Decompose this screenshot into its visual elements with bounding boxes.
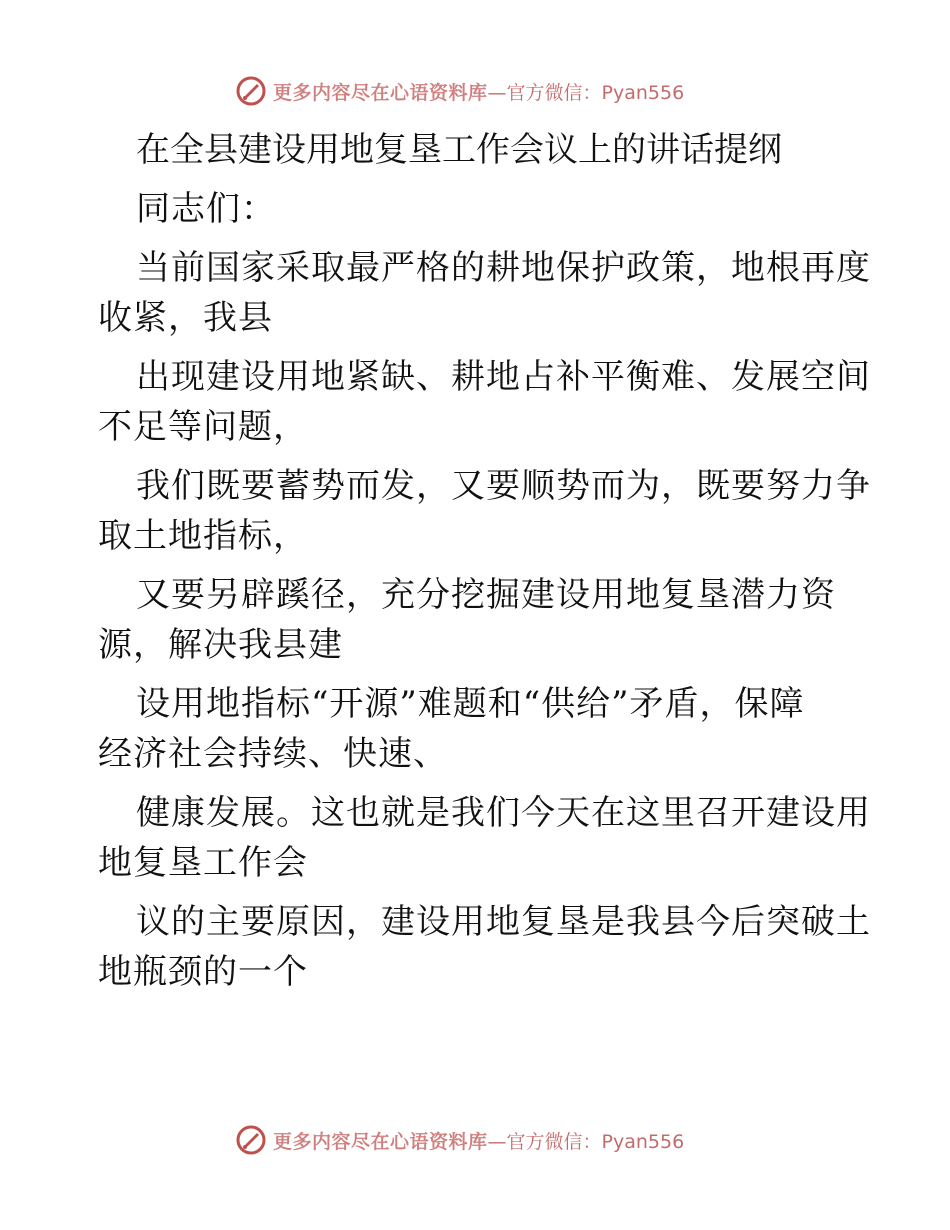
paragraph-line: 出现建设用地紧缺、耕地占补平衡难、发展空间	[136, 357, 871, 397]
paragraph-line: 我们既要蓄势而发，又要顺势而为，既要努力争	[136, 466, 871, 506]
paragraph-line: 地瓶颈的一个	[98, 952, 308, 992]
paragraph-line: 地复垦工作会	[98, 843, 308, 883]
watermark-site-text: 更多内容尽在心语资料库	[273, 81, 488, 104]
paragraph-line: 健康发展。这也就是我们今天在这里召开建设用	[136, 793, 871, 833]
quill-logo-icon	[235, 1124, 267, 1156]
paragraph-line: 收紧，我县	[98, 298, 273, 338]
watermark-wechat-text: —官方微信：Pyan556	[487, 81, 685, 104]
document-title: 在全县建设用地复垦工作会议上的讲话提纲	[136, 130, 782, 170]
paragraph-line: 又要另辟蹊径，充分挖掘建设用地复垦潜力资	[136, 575, 836, 615]
watermark-site-text: 更多内容尽在心语资料库	[273, 1130, 488, 1153]
watermark-wechat-text: —官方微信：Pyan556	[487, 1130, 685, 1153]
paragraph-line: 经济社会持续、快速、	[98, 734, 448, 774]
paragraph-line: 不足等问题，	[98, 407, 308, 447]
paragraph-line: 设用地指标“开源”难题和“供给”矛盾，保障	[136, 684, 805, 724]
header-watermark	[235, 74, 735, 108]
paragraph-line: 议的主要原因，建设用地复垦是我县今后突破土	[136, 902, 871, 942]
paragraph-line: 当前国家采取最严格的耕地保护政策，地根再度	[136, 248, 871, 288]
greeting: 同志们：	[136, 189, 276, 229]
paragraph-line: 取土地指标，	[98, 516, 308, 556]
quill-logo-icon	[235, 75, 267, 107]
paragraph-line: 源，解决我县建	[98, 625, 343, 665]
document-body	[98, 125, 871, 997]
footer-watermark	[235, 1123, 735, 1157]
